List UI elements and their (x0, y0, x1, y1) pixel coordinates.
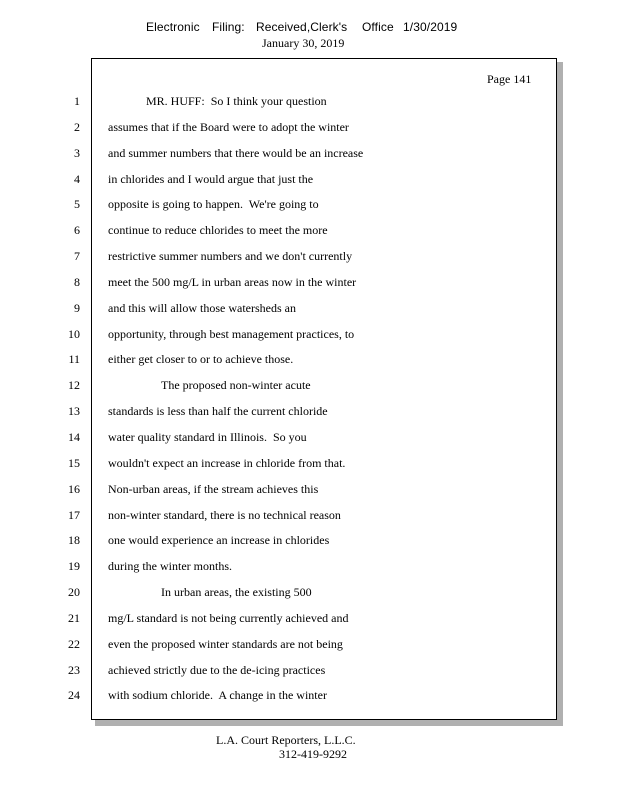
transcript-line (0, 351, 618, 377)
filing-stamp (0, 20, 618, 50)
transcript-line (0, 326, 618, 352)
line-text: Non-urban areas, if the stream achieves this (108, 481, 319, 496)
transcript-line (0, 248, 618, 274)
line-number: 3 (74, 145, 80, 160)
transcript-line (0, 377, 618, 403)
line-number: 11 (68, 352, 80, 367)
line-text: water quality standard in Illinois. So you (108, 429, 307, 444)
transcript-line (0, 403, 618, 429)
line-text: wouldn't expect an increase in chloride from that. (108, 455, 346, 470)
filing-word-received: Received,Clerk's (256, 20, 348, 34)
reporter-company: L.A. Court Reporters, L.L.C. (216, 733, 356, 747)
line-number: 8 (74, 274, 80, 289)
transcript-line (0, 93, 618, 119)
line-number: 16 (68, 481, 80, 496)
line-number: 22 (68, 636, 80, 651)
filing-date-line: January 30, 2019 (262, 36, 345, 50)
line-number: 24 (68, 688, 80, 703)
line-number: 18 (68, 533, 80, 548)
line-text: continue to reduce chlorides to meet the more (108, 223, 328, 238)
line-number: 4 (74, 171, 80, 186)
line-number: 2 (74, 119, 80, 134)
line-text: even the proposed winter standards are not being (108, 636, 343, 651)
line-number: 15 (68, 455, 80, 470)
transcript-line (0, 429, 618, 455)
transcript-line (0, 610, 618, 636)
line-number: 19 (68, 559, 80, 574)
transcript-line (0, 481, 618, 507)
line-text: and summer numbers that there would be an increase (108, 145, 364, 160)
transcript-line (0, 222, 618, 248)
line-number: 21 (68, 610, 80, 625)
line-text: opportunity, through best management practices, to (108, 326, 355, 341)
line-number: 13 (68, 404, 80, 419)
transcript-line (0, 119, 618, 145)
line-text: standards is less than half the current chloride (108, 404, 328, 419)
line-number: 5 (74, 197, 80, 212)
reporter-phone: 312-419-9292 (279, 747, 347, 761)
transcript-line (0, 662, 618, 688)
line-text: meet the 500 mg/L in urban areas now in the winter (108, 274, 357, 289)
line-text: In urban areas, the existing 500 (161, 585, 312, 600)
transcript-line (0, 558, 618, 584)
transcript-line (0, 687, 618, 713)
filing-date: 1/30/2019 (403, 20, 458, 34)
line-number: 23 (68, 662, 80, 677)
filing-word-filing: Filing: (212, 20, 245, 34)
line-number: 10 (68, 326, 80, 341)
line-number: 14 (68, 429, 80, 444)
transcript-line (0, 300, 618, 326)
line-text: in chlorides and I would argue that just the (108, 171, 314, 186)
line-number: 1 (74, 94, 80, 108)
line-text: with sodium chloride. A change in the winter (108, 688, 327, 703)
filing-word-electronic: Electronic (146, 20, 200, 34)
line-text: achieved strictly due to the de-icing practices (108, 662, 326, 677)
transcript-line (0, 532, 618, 558)
transcript-line (0, 584, 618, 610)
line-text: either get closer to or to achieve those. (108, 352, 294, 367)
line-number: 7 (74, 249, 80, 264)
line-text: one would experience an increase in chlorides (108, 533, 330, 548)
transcript-line (0, 455, 618, 481)
line-text: The proposed non-winter acute (161, 378, 311, 393)
line-number: 6 (74, 223, 80, 238)
transcript-line (0, 196, 618, 222)
transcript-line (0, 507, 618, 533)
line-number: 12 (68, 378, 80, 393)
page-number: Page 141 (487, 72, 532, 86)
line-text: assumes that if the Board were to adopt the winter (108, 119, 349, 134)
transcript-line (0, 171, 618, 197)
transcript-line (0, 636, 618, 662)
line-text: during the winter months. (108, 559, 232, 574)
line-number: 9 (74, 300, 80, 315)
filing-word-office: Office (362, 20, 394, 34)
transcript-line (0, 145, 618, 171)
line-text: opposite is going to happen. We're going to (108, 197, 319, 212)
line-number: 20 (68, 585, 80, 600)
line-text: mg/L standard is not being currently achieved and (108, 610, 349, 625)
transcript-lines (0, 93, 618, 713)
line-text: non-winter standard, there is no technical reason (108, 507, 341, 522)
line-text: MR. HUFF: So I think your question (146, 94, 327, 108)
line-text: restrictive summer numbers and we don't currently (108, 249, 353, 264)
line-number: 17 (68, 507, 80, 522)
transcript-line (0, 274, 618, 300)
line-text: and this will allow those watersheds an (108, 300, 296, 315)
